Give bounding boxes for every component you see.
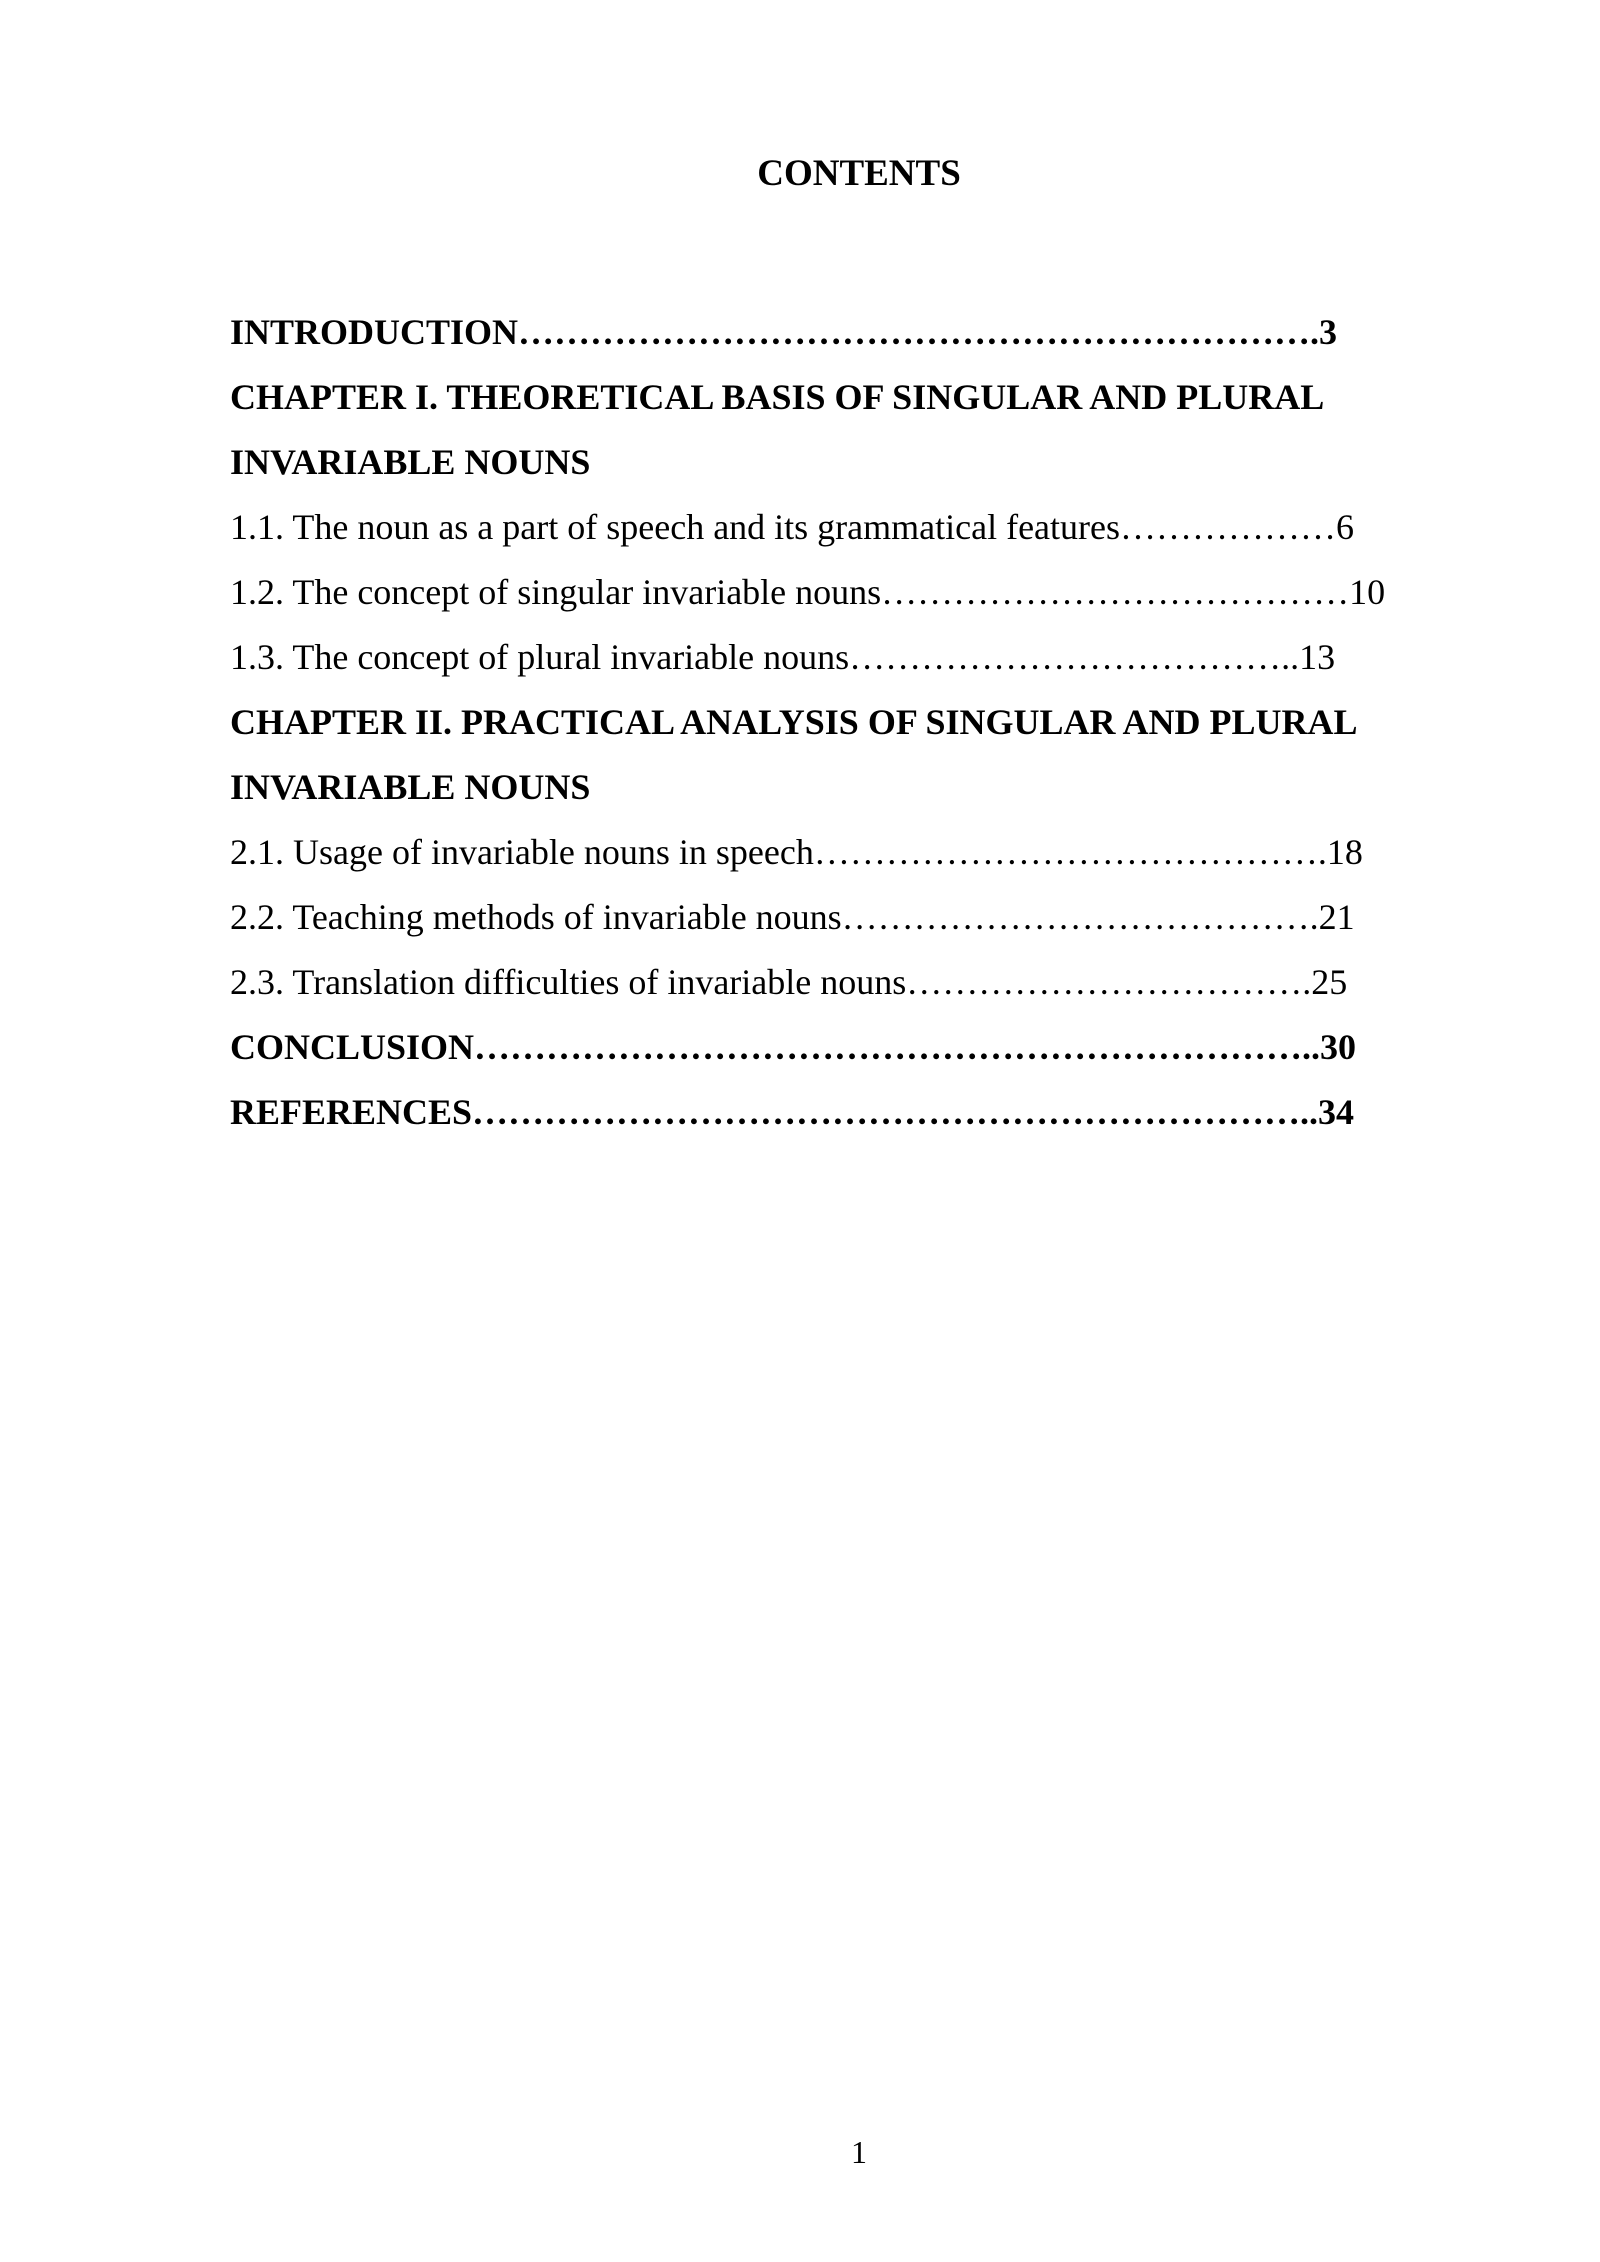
toc-entry-section-1-1: 1.1. The noun as a part of speech and its grammatical features………………6 (230, 507, 1355, 547)
toc-entry-conclusion: CONCLUSION……………………………………………………………..30 (230, 1027, 1357, 1067)
toc-entry-chapter-1-heading: CHAPTER I. THEORETICAL BASIS OF SINGULAR AND PLURAL (230, 377, 1325, 417)
toc-entry-section-2-1: 2.1. Usage of invariable nouns in speech…………………………………….18 (230, 832, 1363, 872)
toc-entry-section-2-3: 2.3. Translation difficulties of invariable nouns…………………………….25 (230, 962, 1348, 1002)
toc-entry-chapter-2-heading-continued: INVARIABLE NOUNS (230, 767, 591, 807)
table-of-contents (230, 300, 1520, 1145)
toc-entry-section-1-3: 1.3. The concept of plural invariable nouns………………………………..13 (230, 637, 1336, 677)
page-title: CONTENTS (757, 153, 961, 194)
toc-entry-chapter-1-heading-continued: INVARIABLE NOUNS (230, 442, 591, 482)
page-number: 1 (851, 2134, 867, 2170)
toc-entry-section-1-2: 1.2. The concept of singular invariable nouns…………………………………10 (230, 572, 1386, 612)
toc-entry-references: REFERENCES……………………………………………………………..34 (230, 1092, 1355, 1132)
toc-entry-introduction: INTRODUCTION………………………………………………………….3 (230, 312, 1338, 352)
toc-entry-section-2-2: 2.2. Teaching methods of invariable nouns………………………………….21 (230, 897, 1355, 937)
toc-entry-chapter-2-heading: CHAPTER II. PRACTICAL ANALYSIS OF SINGULAR AND PLURAL (230, 702, 1358, 742)
